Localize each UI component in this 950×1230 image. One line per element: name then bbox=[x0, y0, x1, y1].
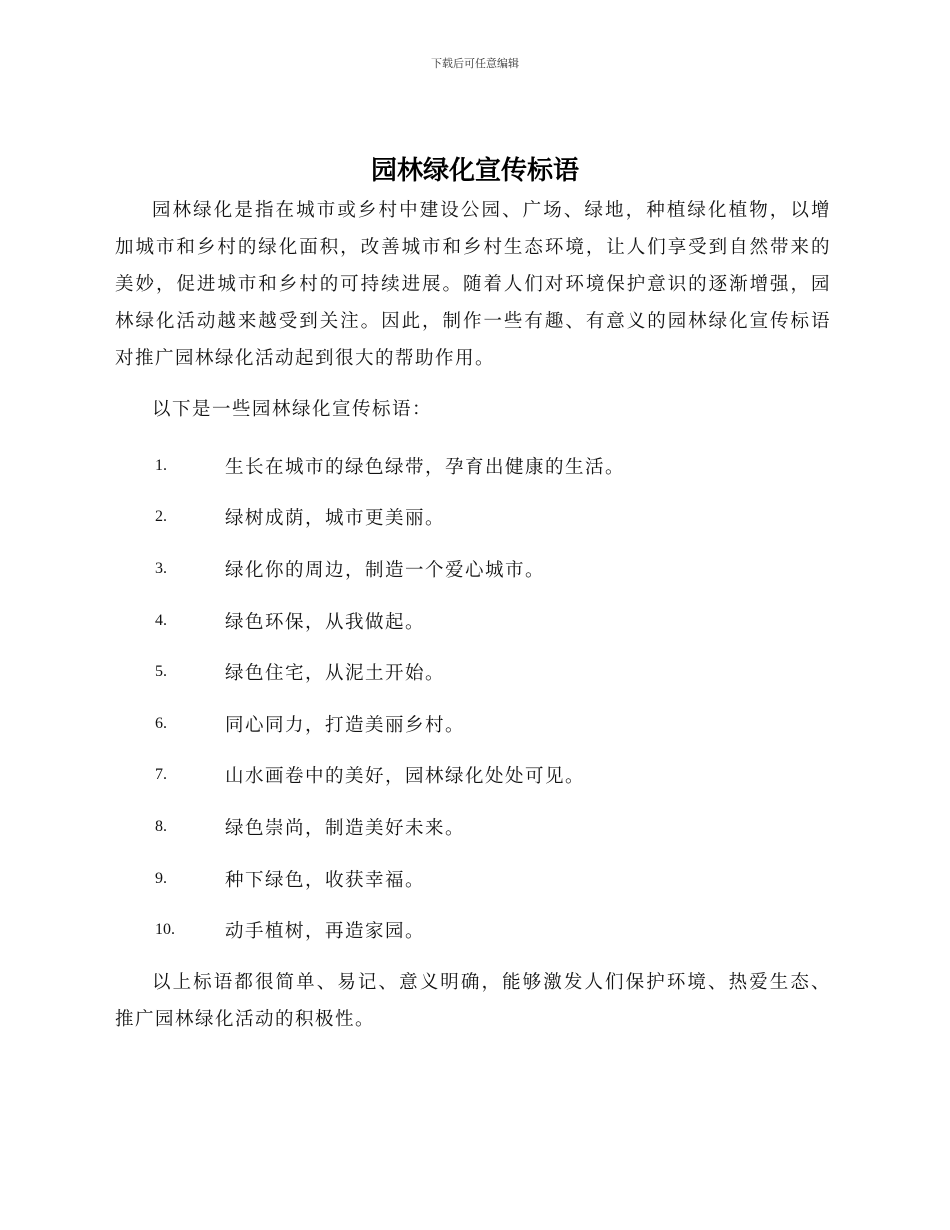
list-item-number: 1. bbox=[155, 456, 167, 474]
document-title: 园林绿化宣传标语 bbox=[370, 156, 579, 186]
list-item-text: 生长在城市的绿色绿带，孕育出健康的生活。 bbox=[225, 456, 626, 478]
list-item-text: 绿色住宅，从泥土开始。 bbox=[225, 663, 446, 685]
list-item-number: 6. bbox=[155, 714, 167, 732]
list-item bbox=[115, 750, 831, 802]
list-item-text: 山水画卷中的美好，园林绿化处处可见。 bbox=[225, 766, 586, 788]
list-item-number: 7. bbox=[155, 766, 167, 784]
list-item-number: 4. bbox=[155, 611, 167, 629]
list-item bbox=[115, 440, 831, 492]
closing-paragraph: 以上标语都很简单、易记、意义明确，能够激发人们保护环境、热爱生态、推广园林绿化活动的积极性。 bbox=[115, 971, 831, 1030]
list-item bbox=[115, 904, 831, 956]
slogan-list bbox=[115, 440, 831, 956]
list-item bbox=[115, 543, 831, 595]
list-item-text: 动手植树，再造家园。 bbox=[225, 921, 426, 943]
list-item-text: 同心同力，打造美丽乡村。 bbox=[225, 714, 466, 736]
list-item-number: 2. bbox=[155, 508, 167, 526]
page-header-note: 下载后可任意编辑 bbox=[431, 57, 519, 70]
document-body bbox=[115, 192, 831, 1038]
list-item-number: 3. bbox=[155, 559, 167, 577]
list-item-number: 8. bbox=[155, 817, 167, 835]
list-item-text: 绿化你的周边，制造一个爱心城市。 bbox=[225, 559, 546, 581]
list-item-text: 种下绿色，收获幸福。 bbox=[225, 869, 426, 891]
list-item bbox=[115, 801, 831, 853]
list-item-number: 5. bbox=[155, 663, 167, 681]
list-item-number: 9. bbox=[155, 869, 167, 887]
list-item bbox=[115, 595, 831, 647]
list-item bbox=[115, 698, 831, 750]
intro-paragraph: 园林绿化是指在城市或乡村中建设公园、广场、绿地，种植绿化植物，以增加城市和乡村的绿化面积，改善城市和乡村生态环境，让人们享受到自然带来的美妙，促进城市和乡村的可持续进展。随着人们对环境保护意识的逐渐增强，园林绿化活动越来越受到关注。因此，制作一些有趣、有意义的园林绿化宣传标语对推广园林绿化活动起到很大的帮助作用。 bbox=[115, 200, 831, 369]
list-intro: 以下是一些园林绿化宣传标语： bbox=[152, 399, 433, 420]
list-item-text: 绿色崇尚，制造美好未来。 bbox=[225, 817, 466, 839]
list-item bbox=[115, 492, 831, 544]
list-item-text: 绿树成荫，城市更美丽。 bbox=[225, 508, 446, 530]
list-item-text: 绿色环保，从我做起。 bbox=[225, 611, 426, 633]
list-item bbox=[115, 853, 831, 905]
list-item bbox=[115, 646, 831, 698]
list-item-number: 10. bbox=[155, 921, 175, 939]
